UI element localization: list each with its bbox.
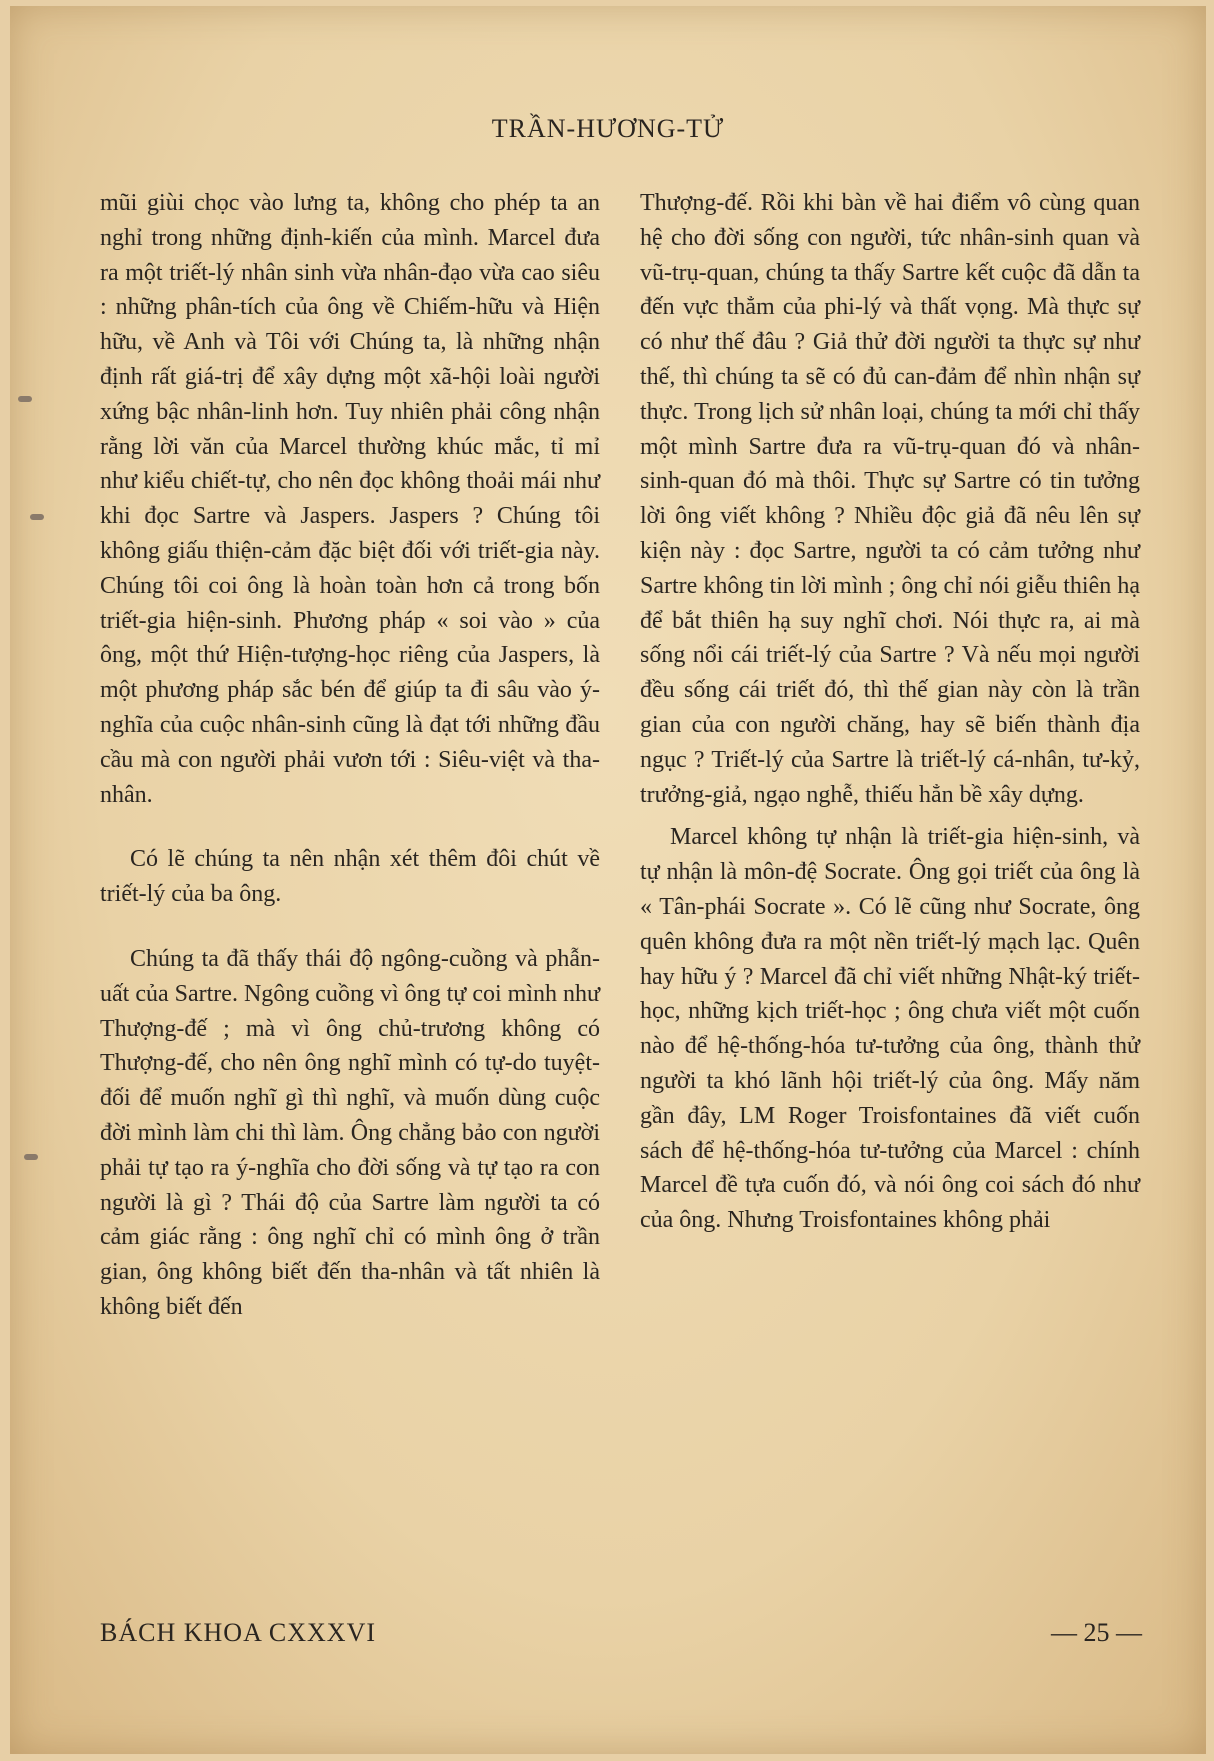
paragraph: mũi giùi chọc vào lưng ta, không cho phép ta an nghỉ trong những định-kiến của mình. Marcel đưa ra một triết-lý nhân sinh vừa nhân-đạo vừa cao siêu : những phân-tích của ông về Chiếm-hữu và Hiện hữu, về Anh và Tôi với Chúng ta, là những nhận định rất giá-trị để xây dựng một xã-hội loài người xứng bậc nhân-linh hơn. Tuy nhiên phải công nhận rằng lời văn của Marcel thường khúc mắc, tỉ mỉ như kiểu chiết-tự, cho nên đọc không thoải mái như khi đọc Sartre và Jaspers. Jaspers ? Chúng tôi không giấu thiện-cảm đặc biệt đối với triết-gia này. Chúng tôi coi ông là hoàn toàn hơn cả trong bốn triết-gia hiện-sinh. Phương pháp « soi vào » của ông, một thứ Hiện-tượng-học riêng của Jaspers, là một phương pháp sắc bén để giúp ta đi sâu vào ý-nghĩa của cuộc nhân-sinh cũng là đạt tới những đầu cầu mà con người phải vươn tới : Siêu-việt và tha-nhân.: [100, 190, 600, 808]
magazine-footer: BÁCH KHOA CXXXVI: [100, 1618, 377, 1647]
page-number: — 25 —: [1051, 1618, 1142, 1647]
right-column: [640, 186, 1140, 1238]
paragraph: Chúng ta đã thấy thái độ ngông-cuồng và phẫn-uất của Sartre. Ngông cuồng vì ông tự coi mình như Thượng-đế ; mà vì ông chủ-trương không có Thượng-đế, cho nên ông nghĩ mình có tự-do tuyệt-đối để muốn nghĩ gì thì nghĩ, và muốn dùng cuộc đời mình làm chi thì làm. Ông chẳng bảo con người phải tự tạo ra ý-nghĩa cho đời sống và tự tạo ra con người là gì ? Thái độ của Sartre làm người ta có cảm giác rằng : ông nghĩ chỉ có mình ông ở trần gian, ông không biết đến tha-nhân và tất nhiên là không biết đến: [100, 945, 600, 1320]
paragraph: Thượng-đế. Rồi khi bàn về hai điểm vô cùng quan hệ cho đời sống con người, tức nhân-sinh quan và vũ-trụ-quan, chúng ta thấy Sartre kết cuộc đã dẫn ta đến vực thẳm của phi-lý và thất vọng. Mà thực sự có như thế đâu ? Giả thử đời người ta thực sự như thế, thì chúng ta sẽ có đủ can-đảm để nhìn nhận sự thực. Trong lịch sử nhân loại, chúng ta mới chỉ thấy một mình Sartre đưa ra vũ-trụ-quan đó và nhân-sinh-quan đó mà thôi. Thực sự Sartre có tin tưởng lời ông viết không ? Nhiều độc giả đã nêu lên sự kiện này : đọc Sartre, người ta có cảm tưởng như Sartre không tin lời mình ; ông chỉ nói giễu thiên hạ để bắt thiên hạ suy nghĩ chơi. Nói thực ra, ai mà sống nổi cái triết-lý của Sartre ? Và nếu mọi người đều sống cái triết đó, thì thế gian này còn là trần gian của con người chăng, hay sẽ biến thành địa ngục ? Triết-lý của Sartre là triết-lý cá-nhân, tư-kỷ, trưởng-giả, ngạo nghễ, thiếu hẳn bề xây dựng.: [640, 190, 1140, 808]
running-header: TRẦN-HƯƠNG-TỬ: [491, 114, 725, 143]
binding-hole-mark: [24, 1154, 38, 1160]
left-column: [100, 186, 600, 1325]
paragraph: Có lẽ chúng ta nên nhận xét thêm đôi chút về triết-lý của ba ông.: [100, 846, 600, 908]
binding-hole-mark: [30, 514, 44, 520]
binding-hole-mark: [18, 396, 32, 402]
paragraph: Marcel không tự nhận là triết-gia hiện-sinh, và tự nhận là môn-đệ Socrate. Ông gọi triết của ông là « Tân-phái Socrate ». Có lẽ cũng như Socrate, ông quên không đưa ra một nền triết-lý mạch lạc. Quên hay hữu ý ? Marcel đã chỉ viết những Nhật-ký triết-học, những kịch triết-học ; ông chưa viết một cuốn nào để hệ-thống-hóa tư-tưởng của ông, thành thử người ta khó lãnh hội triết-lý của ông. Mấy năm gần đây, LM Roger Troisfontaines đã viết cuốn sách để hệ-thống-hóa tư-tưởng của Marcel : chính Marcel đề tựa cuốn đó, và nói ông coi sách đó như của ông. Nhưng Troisfontaines không phải: [640, 824, 1140, 1234]
magazine-page: [10, 6, 1206, 1754]
